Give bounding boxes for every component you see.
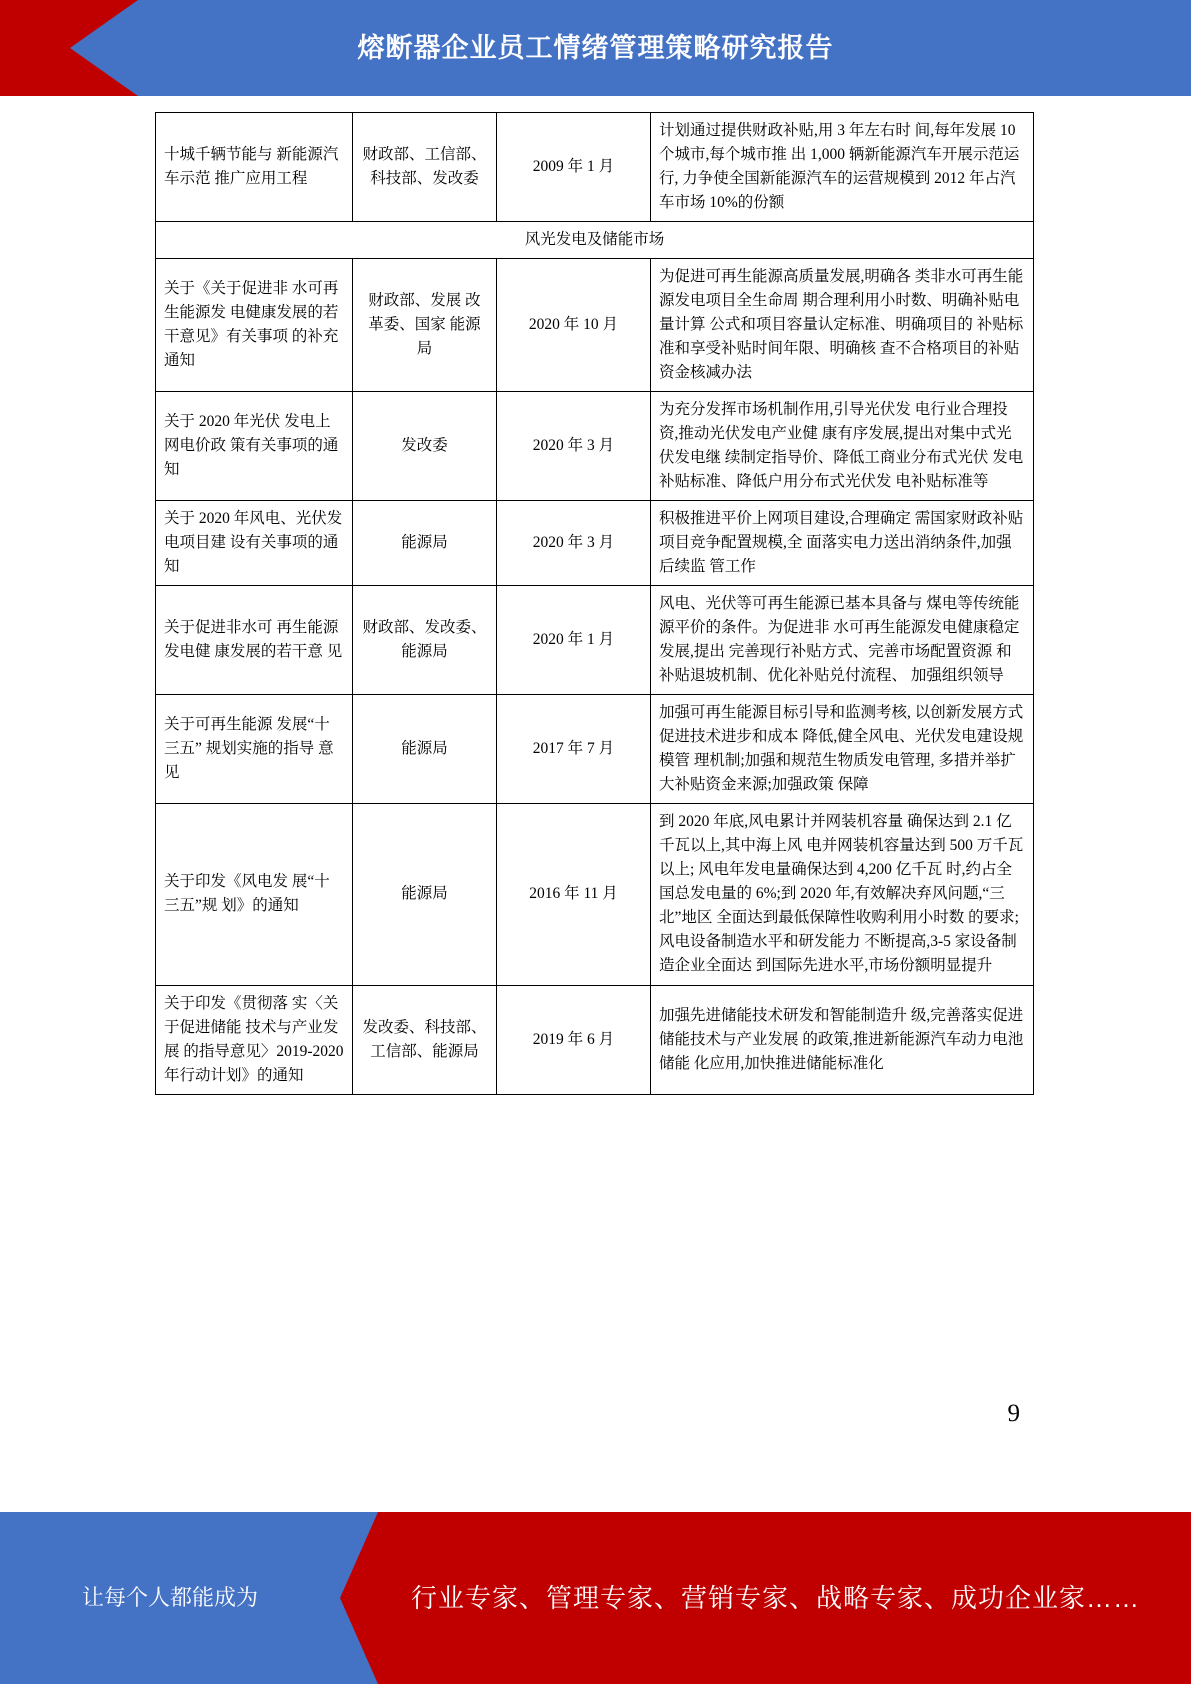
policy-dept-cell: 财政部、工信部、科技部、发改委 — [353, 113, 497, 222]
policy-name-cell: 关于《关于促进非 水可再生能源发 电健康发展的若 干意见》有关事项 的补充通知 — [156, 259, 353, 392]
footer-slogan-right: 行业专家、管理专家、营销专家、战略专家、成功企业家…… — [410, 1583, 1140, 1613]
policy-dept-cell: 发改委 — [353, 392, 497, 501]
policy-date-cell: 2020 年 10 月 — [497, 259, 651, 392]
table-row — [156, 586, 1034, 695]
table-row — [156, 985, 1034, 1094]
page-number: 9 — [1007, 1400, 1020, 1427]
policy-dept-cell: 发改委、科技部、工信部、能源局 — [353, 985, 497, 1094]
policy-name-cell: 关于促进非水可 再生能源发电健 康发展的若干意 见 — [156, 586, 353, 695]
policy-desc-cell: 加强先进储能技术研发和智能制造升 级,完善落实促进储能技术与产业发展 的政策,推进新能源汽车动力电池储能 化应用,加快推进储能标准化 — [651, 985, 1034, 1094]
table-section-row — [156, 222, 1034, 259]
policy-desc-cell: 到 2020 年底,风电累计并网装机容量 确保达到 2.1 亿千瓦以上,其中海上风 电并网装机容量达到 500 万千瓦以上; 风电年发电量确保达到 4,200 亿千瓦 时,约占全国总发电量的 6%;到 2020 年,有效解决弃风问题,“三北”地区 全面达到最低保障性收购利用小时数 的要求;风电设备制造水平和研发能力 不断提高,3-5 家设备制造企业全面达 到国际先进水平,市场份额明显提升 — [651, 804, 1034, 985]
policy-dept-cell: 财政部、发展 改革委、国家 能源局 — [353, 259, 497, 392]
policy-desc-cell: 为促进可再生能源高质量发展,明确各 类非水可再生能源发电项目全生命周 期合理利用小时数、明确补贴电量计算 公式和项目容量认定标准、明确项目的 补贴标准和享受补贴时间年限、明确核 查不合格项目的补贴资金核减办法 — [651, 259, 1034, 392]
table-row — [156, 804, 1034, 985]
policy-dept-cell: 能源局 — [353, 695, 497, 804]
policy-table — [155, 112, 1034, 1095]
policy-date-cell: 2009 年 1 月 — [497, 113, 651, 222]
table-row — [156, 695, 1034, 804]
page-footer — [0, 1512, 1191, 1684]
policy-name-cell: 关于 2020 年光伏 发电上网电价政 策有关事项的通 知 — [156, 392, 353, 501]
policy-date-cell: 2020 年 1 月 — [497, 586, 651, 695]
policy-desc-cell: 计划通过提供财政补贴,用 3 年左右时 间,每年发展 10 个城市,每个城市推 出 1,000 辆新能源汽车开展示范运行, 力争使全国新能源汽车的运营规模到 2012 年占汽车市场 10%的份额 — [651, 113, 1034, 222]
policy-name-cell: 关于印发《贯彻落 实〈关于促进储能 技术与产业发展 的指导意见〉2019-2020 年行动计划》的通知 — [156, 985, 353, 1094]
policy-date-cell: 2019 年 6 月 — [497, 985, 651, 1094]
policy-dept-cell: 能源局 — [353, 804, 497, 985]
policy-desc-cell: 风电、光伏等可再生能源已基本具备与 煤电等传统能源平价的条件。为促进非 水可再生能源发电健康稳定发展,提出 完善现行补贴方式、完善市场配置资源 和补贴退坡机制、优化补贴兑付流程、 加强组织领导 — [651, 586, 1034, 695]
footer-slogan-left: 让每个人都能成为 — [81, 1585, 258, 1610]
table-row — [156, 113, 1034, 222]
document-body — [155, 112, 1024, 1095]
policy-name-cell: 关于 2020 年风电、光伏发电项目建 设有关事项的通 知 — [156, 501, 353, 586]
section-title: 风光发电及储能市场 — [156, 222, 1034, 259]
policy-date-cell: 2016 年 11 月 — [497, 804, 651, 985]
policy-name-cell: 关于印发《风电发 展“十三五”规 划》的通知 — [156, 804, 353, 985]
policy-desc-cell: 为充分发挥市场机制作用,引导光伏发 电行业合理投资,推动光伏发电产业健 康有序发展,提出对集中式光伏发电继 续制定指导价、降低工商业分布式光伏 发电补贴标准、降低户用分布式光伏发 电补贴标准等 — [651, 392, 1034, 501]
policy-desc-cell: 加强可再生能源目标引导和监测考核, 以创新发展方式促进技术进步和成本 降低,健全风电、光伏发电建设规模管 理机制;加强和规范生物质发电管理, 多措并举扩大补贴资金来源;加强政策 保障 — [651, 695, 1034, 804]
policy-date-cell: 2017 年 7 月 — [497, 695, 651, 804]
table-row — [156, 392, 1034, 501]
policy-date-cell: 2020 年 3 月 — [497, 392, 651, 501]
table-row — [156, 501, 1034, 586]
policy-desc-cell: 积极推进平价上网项目建设,合理确定 需国家财政补贴项目竞争配置规模,全 面落实电力送出消纳条件,加强后续监 管工作 — [651, 501, 1034, 586]
policy-dept-cell: 能源局 — [353, 501, 497, 586]
policy-table-body — [156, 113, 1034, 1095]
table-row — [156, 259, 1034, 392]
policy-dept-cell: 财政部、发改委、能源局 — [353, 586, 497, 695]
page-header — [0, 0, 1191, 96]
policy-date-cell: 2020 年 3 月 — [497, 501, 651, 586]
page-title: 熔断器企业员工情绪管理策略研究报告 — [357, 33, 834, 63]
policy-name-cell: 十城千辆节能与 新能源汽车示范 推广应用工程 — [156, 113, 353, 222]
policy-name-cell: 关于可再生能源 发展“十三五” 规划实施的指导 意见 — [156, 695, 353, 804]
